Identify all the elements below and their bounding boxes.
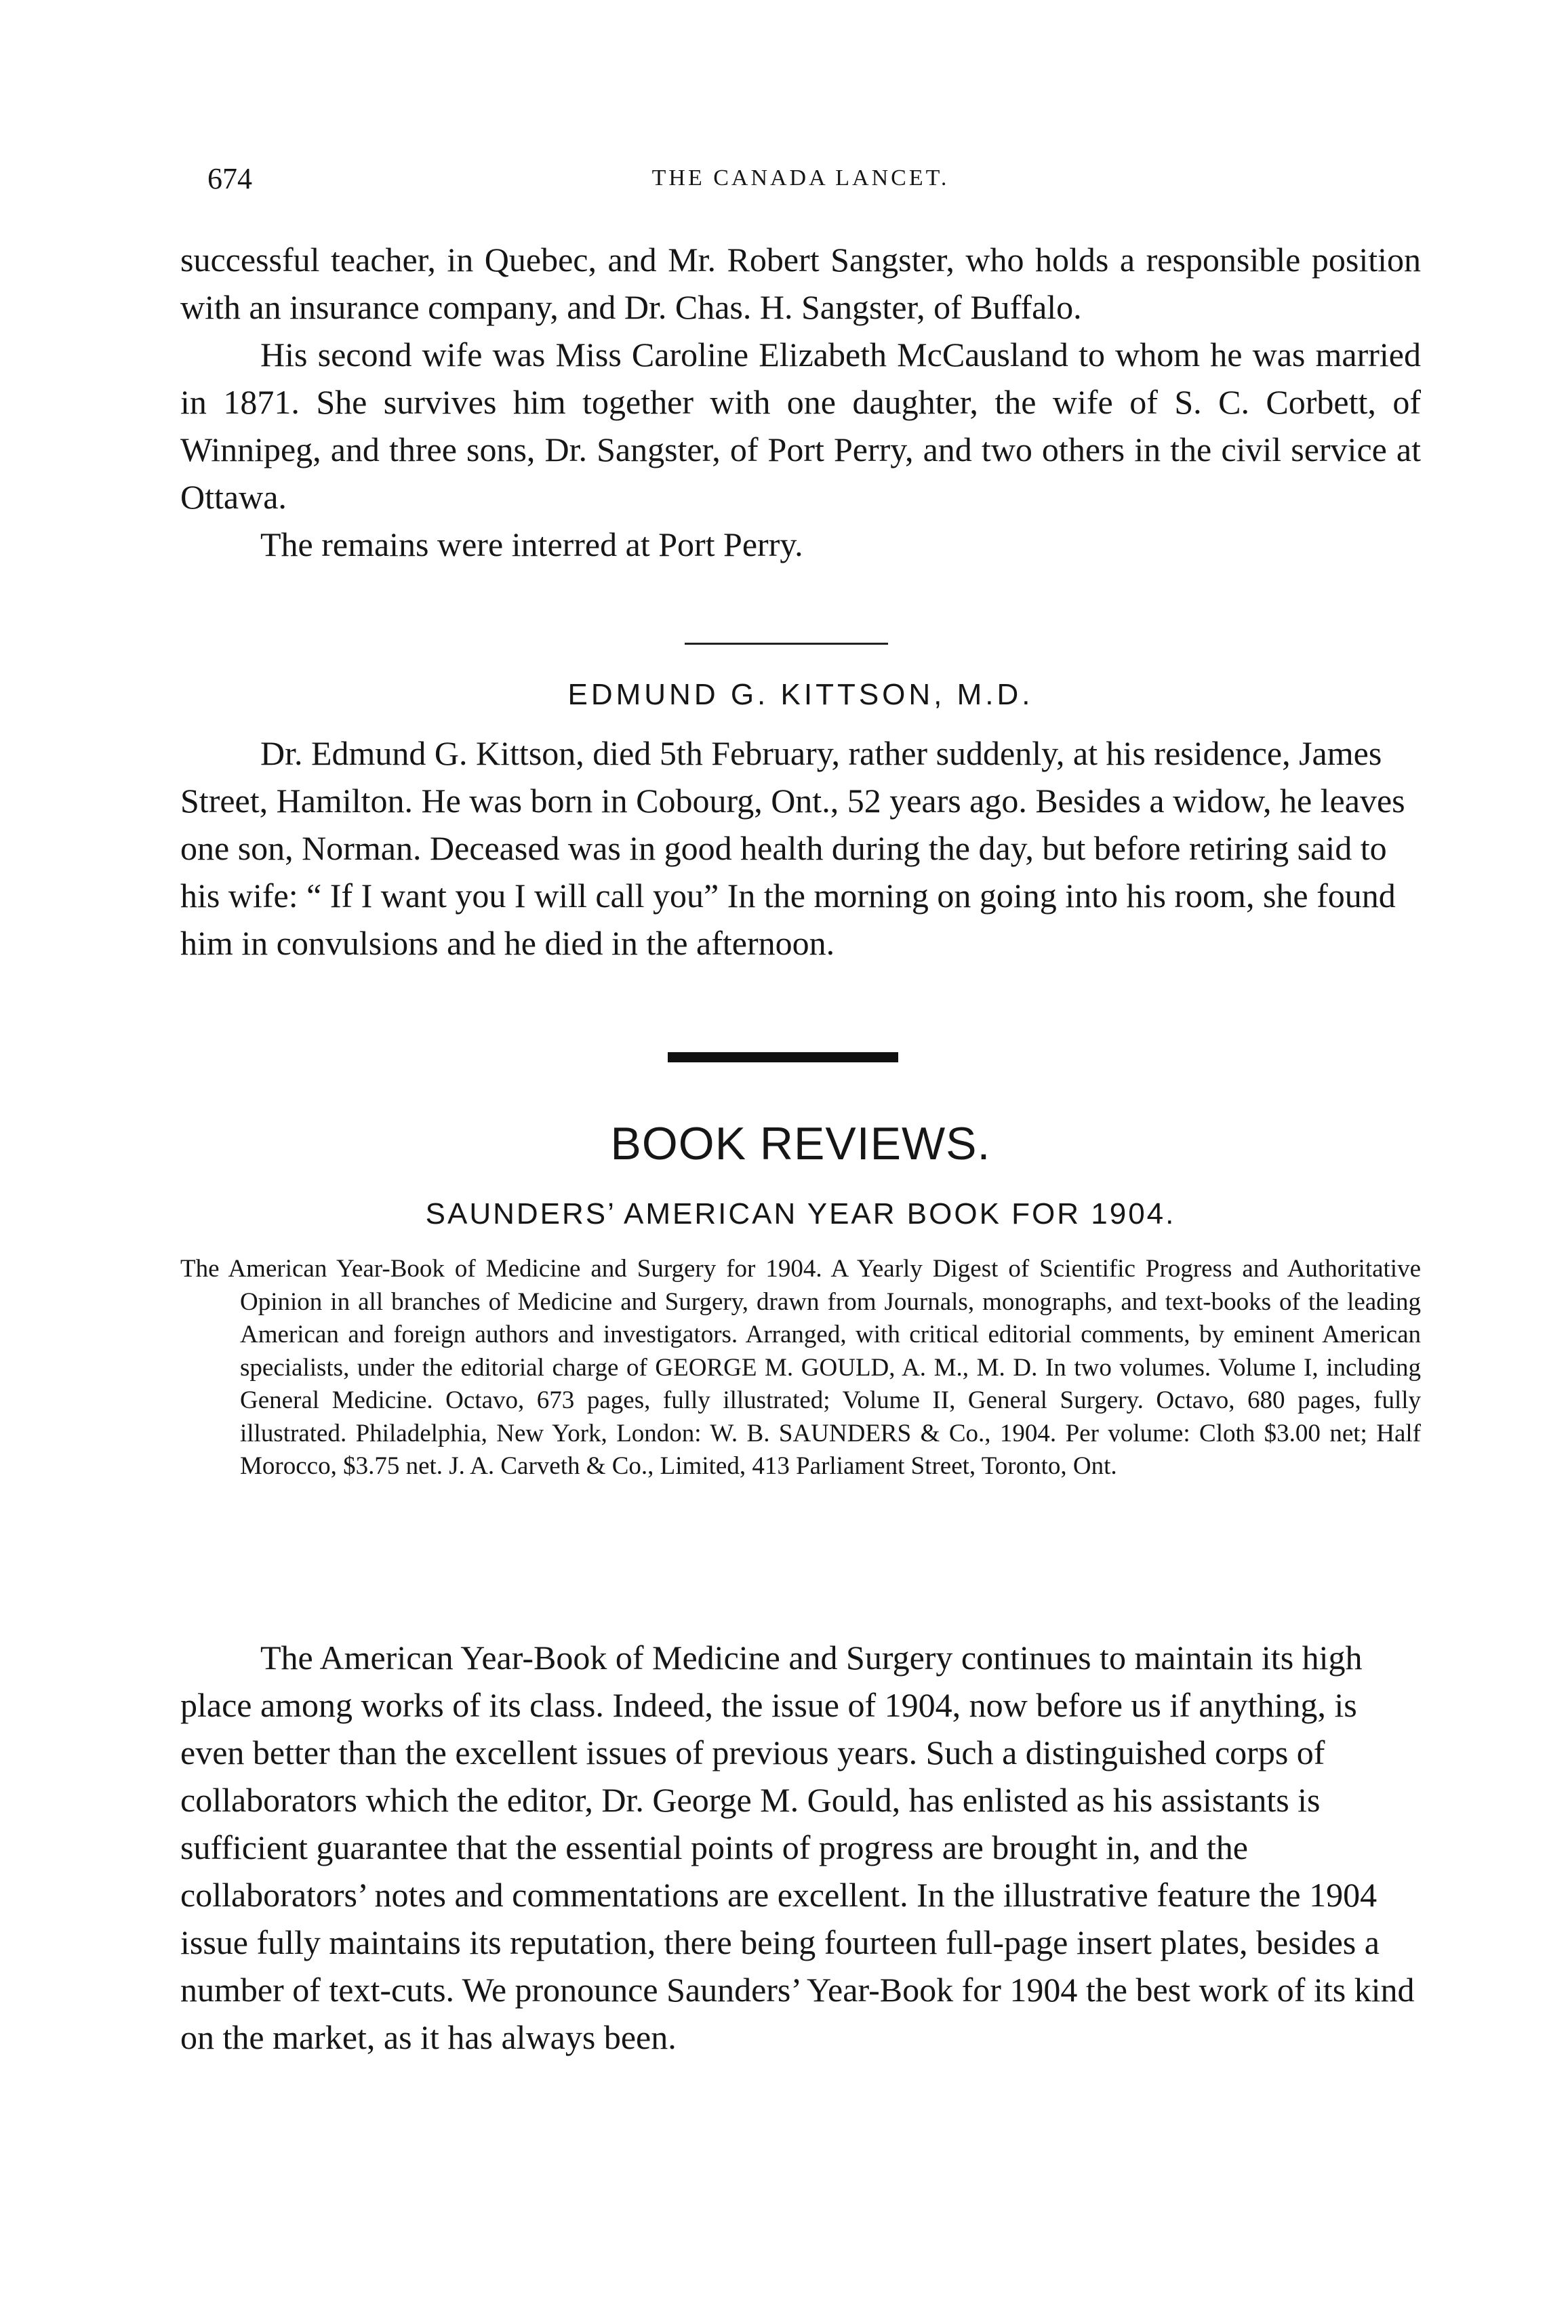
section-divider-rule [685, 643, 888, 645]
obituary-paragraph-1: successful teacher, in Quebec, and Mr. Robert Sangster, who holds a responsible position with an insurance company, and Dr. Chas. H. Sangster, of Buffalo. [180, 241, 1421, 326]
obituary-heading: EDMUND G. KITTSON, M.D. [567, 678, 1034, 711]
obituary-paragraph-3: The remains were interred at Port Perry. [260, 525, 803, 563]
section-heading: BOOK REVIEWS. [610, 1118, 991, 1169]
journal-title: THE CANADA LANCET. [651, 165, 950, 191]
obituary-kittson-paragraph: Dr. Edmund G. Kittson, died 5th February, rather suddenly, at his residence, James Street, Hamilton. He was born in Cobourg, Ont., 52 years ago. Besides a widow, he leaves one son, Norman. Deceased was in good health during the day, but before retiring said to his wife: “ If I want you I will call you” In the morning on going into his room, she found him in convulsions and he died in the afternoon. [180, 734, 1405, 962]
page-number: 674 [207, 162, 252, 195]
review-paragraph: The American Year-Book of Medicine and Surgery continues to maintain its high place among works of its class. Indeed, the issue of 1904, now before us if anything, is even better than the excellent issues of previous years. Such a distinguished corps of collaborators which the editor, Dr. George M. Gould, has enlisted as his assistants is sufficient guarantee that the essential points of progress are brought in, and the collaborators’ notes and commentations are excellent. In the illustrative feature the 1904 issue fully maintains its reputation, there being fourteen full-page insert plates, besides a number of text-cuts. We pronounce Saunders’ Year-Book for 1904 the best work of its kind on the market, as it has always been. [180, 1639, 1415, 2056]
obituary-kittson [180, 729, 1421, 967]
review-body [180, 1634, 1421, 2061]
running-head [180, 161, 1421, 202]
obituary-paragraph-2: His second wife was Miss Caroline Elizabeth McCausland to whom he was married in 1871. She survives him together with one daughter, the wife of S. C. Corbett, of Winnipeg, and three sons, Dr. Sangster, of Port Perry, and two others in the civil service at Ottawa. [180, 336, 1421, 516]
obituary-continued [180, 236, 1421, 568]
book-citation: The American Year-Book of Medicine and Surgery for 1904. A Yearly Digest of Scientific Progress and Authoritative Opinion in all branches of Medicine and Surgery, drawn from Journals, monographs, and text-books of the leading American and foreign authors and investigators. Arranged, with critical editorial comments, by eminent American specialists, under the editorial charge of GEORGE M. GOULD, A. M., M. D. In two volumes. Volume I, including General Medicine. Octavo, 673 pages, fully illustrated; Volume II, General Surgery. Octavo, 680 pages, fully illustrated. Philadelphia, New York, London: W. B. SAUNDERS & Co., 1904. Per volume: Cloth $3.00 net; Half Morocco, $3.75 net. J. A. Carveth & Co., Limited, 413 Parliament Street, Toronto, Ont. [180, 1255, 1421, 1480]
review-heading: SAUNDERS’ AMERICAN YEAR BOOK FOR 1904. [425, 1197, 1176, 1230]
thick-divider-rule [668, 1052, 898, 1062]
